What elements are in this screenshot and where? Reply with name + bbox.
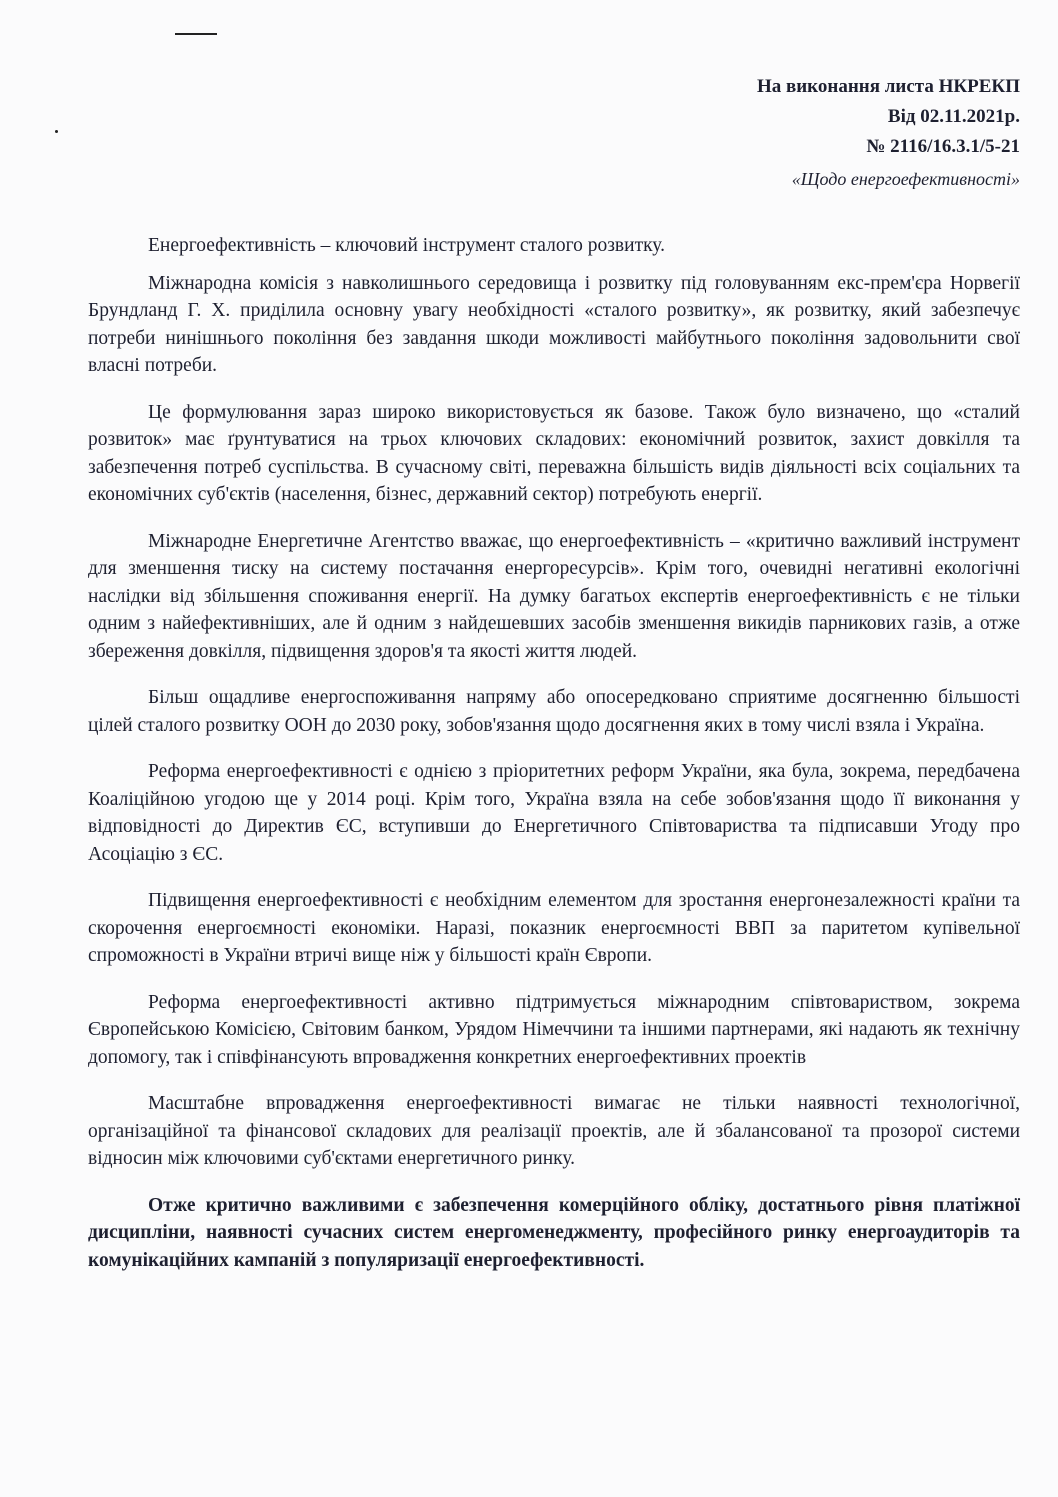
- scan-dot: [55, 130, 58, 133]
- header-number-line: № 2116/16.3.1/5-21: [866, 136, 1020, 157]
- paragraph: Підвищення енергоефективності є необхідним елементом для зростання енергонезалежності країни та скорочення енергоємності економіки. Наразі, показник енергоємності ВВП за паритетом купівельної спроможності в України втричі вище ніж у більшості країн Європи.: [88, 890, 1020, 966]
- paragraph: Реформа енергоефективності є однією з пріоритетних реформ України, яка була, зокрема, передбачена Коаліційною угодою ще у 2014 році. Крім того, Україна взяла на себе зобов'язання щодо її виконання у відповідності до Директив ЄС, вступивши до Енергетичного Співтовариства та підписавши Угоду про Асоціацію з ЄС.: [88, 761, 1020, 865]
- document-header: [757, 72, 1020, 194]
- paragraph-conclusion: Отже критично важливими є забезпечення комерційного обліку, достатнього рівня платіжної дисципліни, наявності сучасних систем енергоменеджменту, професійного ринку енергоаудиторів та комунікаційних кампаній з популяризації енергоефективності.: [88, 1194, 1020, 1271]
- header-subject: «Щодо енергоефективності»: [791, 169, 1020, 189]
- header-reference-line: На виконання листа НКРЕКП: [756, 76, 1020, 97]
- header-date-line: Від 02.11.2021р.: [887, 106, 1020, 127]
- paragraph-intro: Енергоефективність – ключовий інструмент сталого розвитку.: [148, 235, 665, 256]
- paragraph: Масштабне впровадження енергоефективності вимагає не тільки наявності технологічної, організаційної та фінансової складових для реалізації проектів, але й збалансованої та прозорої системи відносин між ключовими суб'єктами енергетичного ринку.: [88, 1093, 1020, 1169]
- paragraph: Більш ощадливе енергоспоживання напряму або опосередковано сприятиме досягненню більшості цілей сталого розвитку ООН до 2030 року, зобов'язання щодо досягнення яких в тому числі взяла і Україна.: [88, 687, 1020, 736]
- scan-mark: [175, 33, 217, 35]
- paragraph: Міжнародна комісія з навколишнього середовища і розвитку під головуванням екс-прем'єра Норвегії Брундланд Г. Х. приділила основну увагу необхідності «сталого розвитку», як розвитку, який забезпечує потреби нинішнього покоління без завдання шкоди можливості майбутнього покоління задовольнити свої власні потреби.: [88, 272, 1020, 376]
- paragraph: Це формулювання зараз широко використовується як базове. Також було визначено, що «сталий розвиток» має ґрунтуватися на трьох ключових складових: економічний розвиток, захист довкілля та забезпечення потреб суспільства. В сучасному світі, переважна більшість видів діяльності всіх соціальних та економічних суб'єктів (населення, бізнес, державний сектор) потребують енергії.: [88, 401, 1020, 505]
- paragraph: Реформа енергоефективності активно підтримується міжнародним співтовариством, зокрема Європейською Комісією, Світовим банком, Урядом Німеччини та іншими партнерами, які надають як технічну допомогу, так і співфінансують впровадження конкретних енергоефективних проектів: [88, 991, 1020, 1068]
- document-body: [88, 232, 1020, 1293]
- paragraph: Міжнародне Енергетичне Агентство вважає, що енергоефективність – «критично важливий інструмент для зменшення тиску на систему постачання енергоресурсів». Крім того, очевидні негативні екологічні наслідки від збільшення споживання енергії. На думку багатьох експертів енергоефективність є не тільки одним з найефективніших, але й одним з найдешевших засобів зменшення викидів парникових газів, а отже збереження довкілля, підвищення здоров'я та якості життя людей.: [88, 530, 1020, 662]
